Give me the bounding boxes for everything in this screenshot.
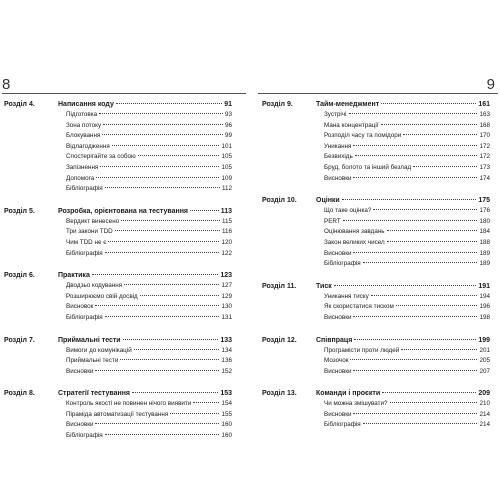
toc-entry-title: Команди і проєкти xyxy=(316,390,381,398)
toc-chapter xyxy=(262,336,490,378)
toc-entry-page: 96 xyxy=(224,121,232,129)
toc-entry xyxy=(58,238,232,249)
toc-entry xyxy=(316,292,490,303)
dot-leader xyxy=(132,392,218,393)
toc-entry-page: 101 xyxy=(221,142,232,150)
toc-entry xyxy=(316,142,490,153)
toc-entry xyxy=(316,410,490,421)
toc-entry-title: Три закони TDD xyxy=(66,228,113,236)
dot-leader xyxy=(355,155,478,156)
dot-leader xyxy=(353,177,477,178)
dot-leader xyxy=(123,339,219,340)
toc-entry xyxy=(316,313,490,324)
dot-leader xyxy=(381,103,476,104)
toc-entry xyxy=(316,367,490,378)
dot-leader xyxy=(95,305,219,306)
toc-entry-title: Практика xyxy=(58,272,90,280)
toc-entry xyxy=(316,227,490,238)
toc-chapter xyxy=(4,336,232,378)
chapter-body xyxy=(316,196,490,270)
toc-entry xyxy=(58,292,232,303)
chapter-label: Розділ 13. xyxy=(262,390,297,398)
toc-chapter xyxy=(4,389,232,441)
toc-entry xyxy=(58,121,232,132)
chapter-label: Розділ 12. xyxy=(262,336,297,344)
dot-leader xyxy=(100,166,219,167)
toc-entry-title: Бібліографія xyxy=(324,421,361,429)
toc-entry-title: Допомога xyxy=(66,174,95,182)
toc-entry-title: Закон великих чисел xyxy=(324,238,385,246)
toc-entry-title: Приймальні тести xyxy=(66,357,119,365)
toc-entry-page: 168 xyxy=(479,121,490,129)
toc-entry-page: 210 xyxy=(479,400,490,408)
toc-entry xyxy=(58,227,232,238)
toc-entry-page: 122 xyxy=(221,249,232,257)
dot-leader xyxy=(387,241,478,242)
toc-entry-page: 134 xyxy=(221,346,232,354)
toc-entry-page: 198 xyxy=(479,313,490,321)
dot-leader xyxy=(105,434,220,435)
chapter-label: Розділ 6. xyxy=(4,272,35,280)
toc-entry-title: Оцінки xyxy=(316,197,340,205)
dot-leader xyxy=(403,134,477,135)
toc-entry-title: Бібліографія xyxy=(324,260,361,268)
toc-entry xyxy=(316,399,490,410)
chapter-heading xyxy=(316,336,490,346)
dot-leader xyxy=(138,155,220,156)
toc-entry xyxy=(316,131,490,142)
toc-chapter xyxy=(262,282,490,324)
chapter-label: Розділ 9. xyxy=(262,101,293,108)
toc-entry-page: 201 xyxy=(479,346,490,354)
toc-entry-title: Безвихідь xyxy=(324,153,353,161)
toc-entry-title: Бібліографія xyxy=(66,249,103,257)
toc-entry-page: 188 xyxy=(479,238,490,246)
toc-entry xyxy=(316,346,490,357)
dot-leader xyxy=(373,209,477,210)
toc-entry-title: Тайм-менеджмент xyxy=(316,101,380,108)
toc-entry-page: 99 xyxy=(224,132,232,140)
toc-entry-page: 131 xyxy=(221,313,232,321)
toc-entry-page: 112 xyxy=(221,185,232,193)
toc-entry-page: 91 xyxy=(224,101,232,108)
chapter-body xyxy=(316,336,490,378)
dot-leader xyxy=(108,241,219,242)
dot-leader xyxy=(349,113,478,114)
toc-entry xyxy=(58,110,232,121)
toc-entry-page: 105 xyxy=(221,153,232,161)
chapter-heading xyxy=(58,207,232,217)
toc-entry-title: Чи можна змішувати? xyxy=(324,400,388,408)
toc-entry xyxy=(316,356,490,367)
dot-leader xyxy=(105,252,220,253)
toc-entry-page: 172 xyxy=(479,153,490,161)
toc-entry xyxy=(58,131,232,142)
toc-chapter xyxy=(4,207,232,259)
toc-entry-page: 189 xyxy=(479,249,490,257)
dot-leader xyxy=(353,252,477,253)
toc-entry-title: Зустрічі xyxy=(324,111,347,118)
toc-entry xyxy=(316,302,490,313)
toc-chapter xyxy=(262,196,490,270)
dot-leader xyxy=(381,124,478,125)
toc-entry-page: 184 xyxy=(479,228,490,236)
left-page-number: 8 xyxy=(2,76,11,93)
toc-entry-title: Мозочок xyxy=(324,357,349,365)
toc-entry-title: Висновки xyxy=(324,313,352,321)
toc-entry-title: Бруд, болото та інший безлад xyxy=(324,163,412,171)
toc-entry-title: Висновки xyxy=(324,410,352,418)
toc-entry-title: Розподіл часу та помідори xyxy=(324,132,402,140)
toc-entry xyxy=(58,302,232,313)
toc-entry-page: 109 xyxy=(221,174,232,182)
dot-leader xyxy=(353,145,477,146)
dot-leader xyxy=(120,359,219,360)
toc-entry-page: 130 xyxy=(221,303,232,311)
toc-entry xyxy=(316,163,490,174)
toc-entry-page: 172 xyxy=(479,142,490,150)
toc-entry-page: 93 xyxy=(224,111,232,118)
toc-entry-page: 174 xyxy=(479,174,490,182)
chapter-heading xyxy=(316,196,490,206)
toc-entry-title: Бібліографія xyxy=(66,185,103,193)
chapter-body xyxy=(58,271,232,323)
toc-entry-page: 113 xyxy=(220,207,232,215)
dot-leader xyxy=(140,295,220,296)
dot-leader xyxy=(363,262,478,263)
dot-leader xyxy=(350,359,477,360)
dot-leader xyxy=(190,210,219,211)
toc-entry-page: 160 xyxy=(221,421,232,429)
toc-entry-title: Відлагодження xyxy=(66,142,110,150)
dot-leader xyxy=(396,305,478,306)
toc-entry-title: Тиск xyxy=(316,282,332,290)
toc-entry-page: 191 xyxy=(478,282,490,290)
chapter-label: Розділ 11. xyxy=(262,282,297,290)
toc-entry xyxy=(58,217,232,228)
toc-entry-title: Висновки xyxy=(324,249,352,257)
toc-entry-page: 199 xyxy=(478,336,490,344)
toc-entry-title: Блокування xyxy=(66,132,101,140)
toc-entry-page: 160 xyxy=(221,432,232,440)
toc-entry xyxy=(316,259,490,270)
toc-entry xyxy=(58,410,232,421)
left-toc-column xyxy=(4,100,232,454)
chapter-body xyxy=(58,100,232,195)
toc-entry-page: 214 xyxy=(479,410,490,418)
toc-entry xyxy=(58,142,232,153)
toc-entry-title: Як скористатися тиском xyxy=(324,303,394,311)
toc-entry-title: Зона потоку xyxy=(66,121,102,129)
toc-entry-title: Дводзьо кодування xyxy=(66,282,123,290)
toc-entry-page: 205 xyxy=(479,357,490,365)
chapter-heading xyxy=(316,282,490,292)
toc-entry-title: Приймальні тести xyxy=(58,336,121,344)
toc-entry-title: Висновки xyxy=(66,367,94,375)
toc-entry-title: Розширюємо свій досвід xyxy=(66,292,138,300)
toc-entry-title: Уникання тиску xyxy=(324,292,369,300)
toc-entry xyxy=(58,367,232,378)
toc-entry-title: Бібліографія xyxy=(66,432,103,440)
chapter-body xyxy=(316,100,490,184)
toc-entry-title: Розробка, орієнтована на тестування xyxy=(58,207,189,215)
toc-entry xyxy=(316,174,490,185)
toc-entry xyxy=(58,184,232,195)
toc-entry-title: Висновки xyxy=(324,367,352,375)
chapter-heading xyxy=(58,271,232,281)
toc-entry-page: 136 xyxy=(221,357,232,365)
toc-entry-page: 170 xyxy=(479,132,490,140)
toc-entry-page: 123 xyxy=(220,272,232,280)
chapter-label: Розділ 7. xyxy=(4,336,35,344)
toc-entry xyxy=(58,152,232,163)
chapter-label: Розділ 10. xyxy=(262,197,297,205)
toc-entry-page: 120 xyxy=(221,238,232,246)
chapter-heading xyxy=(316,100,490,110)
dot-leader xyxy=(343,220,478,221)
dot-leader xyxy=(193,402,219,403)
toc-entry-title: Висновок xyxy=(66,303,94,311)
toc-entry-title: Стратегії тестування xyxy=(58,390,131,398)
toc-entry-title: Що таке оцінка? xyxy=(324,207,372,215)
toc-entry-page: 133 xyxy=(220,336,232,344)
toc-entry-page: 115 xyxy=(221,217,232,225)
toc-entry-title: Чим TDD не є xyxy=(66,238,107,246)
right-header-rule xyxy=(258,93,498,94)
toc-entry xyxy=(58,174,232,185)
toc-entry-page: 207 xyxy=(479,367,490,375)
dot-leader xyxy=(102,134,223,135)
toc-chapter xyxy=(4,271,232,323)
toc-entry-page: 116 xyxy=(221,228,232,236)
dot-leader xyxy=(134,349,220,350)
toc-entry xyxy=(58,346,232,357)
toc-chapter xyxy=(262,389,490,431)
toc-entry-title: Оцінювання завдань xyxy=(324,228,385,236)
chapter-heading xyxy=(316,389,490,399)
chapter-heading xyxy=(58,389,232,399)
toc-entry xyxy=(58,431,232,442)
dot-leader xyxy=(99,113,223,114)
dot-leader xyxy=(124,284,219,285)
toc-entry-page: 173 xyxy=(479,163,490,171)
chapter-label: Розділ 4. xyxy=(4,101,35,108)
toc-entry xyxy=(316,238,490,249)
dot-leader xyxy=(353,413,477,414)
chapter-heading xyxy=(58,100,232,110)
toc-entry xyxy=(58,163,232,174)
toc-entry xyxy=(58,420,232,431)
chapter-body xyxy=(316,389,490,431)
toc-entry-page: 214 xyxy=(479,421,490,429)
chapter-body xyxy=(58,207,232,259)
toc-entry-title: Написання коду xyxy=(58,101,114,108)
toc-entry-page: 127 xyxy=(221,282,232,290)
toc-entry-page: 161 xyxy=(478,101,490,108)
toc-entry xyxy=(58,249,232,260)
toc-entry xyxy=(316,152,490,163)
chapter-body xyxy=(316,282,490,324)
dot-leader xyxy=(354,339,476,340)
toc-entry-page: 196 xyxy=(479,303,490,311)
toc-entry xyxy=(316,420,490,431)
toc-entry xyxy=(58,356,232,367)
dot-leader xyxy=(96,177,219,178)
dot-leader xyxy=(103,124,223,125)
dot-leader xyxy=(334,285,477,286)
toc-entry-title: Бібліографія xyxy=(66,313,103,321)
dot-leader xyxy=(371,295,478,296)
chapter-label: Розділ 5. xyxy=(4,207,35,215)
toc-entry-page: 152 xyxy=(221,367,232,375)
dot-leader xyxy=(342,199,477,200)
toc-entry-title: Висновки xyxy=(324,174,352,182)
toc-entry-page: 176 xyxy=(479,207,490,215)
toc-entry-page: 163 xyxy=(479,111,490,118)
toc-entry-title: Програмісти проти людей xyxy=(324,346,400,354)
toc-entry-title: Контроль якості не повинен нічого виявити xyxy=(66,400,192,408)
chapter-heading xyxy=(58,336,232,346)
toc-entry-title: Мана концентрації xyxy=(324,121,379,129)
dot-leader xyxy=(387,230,478,231)
left-header-rule xyxy=(2,93,246,94)
dot-leader xyxy=(115,230,220,231)
toc-entry xyxy=(316,206,490,217)
chapter-label: Розділ 8. xyxy=(4,390,35,398)
toc-entry-title: Вердикт винесено xyxy=(66,217,120,225)
dot-leader xyxy=(353,370,477,371)
dot-leader xyxy=(95,370,219,371)
toc-entry-title: Спостерігайте за собою xyxy=(66,153,136,161)
dot-leader xyxy=(363,423,478,424)
toc-entry xyxy=(58,281,232,292)
toc-entry xyxy=(58,313,232,324)
toc-entry-page: 153 xyxy=(220,390,232,398)
toc-entry-page: 189 xyxy=(479,260,490,268)
dot-leader xyxy=(95,423,219,424)
toc-entry xyxy=(316,249,490,260)
toc-chapter xyxy=(4,100,232,195)
dot-leader xyxy=(105,187,220,188)
toc-entry-title: Піраміда автоматизації тестування xyxy=(66,410,169,418)
chapter-body xyxy=(58,336,232,378)
toc-entry-page: 194 xyxy=(479,292,490,300)
dot-leader xyxy=(390,402,478,403)
toc-entry-title: Уникання xyxy=(324,142,352,150)
chapter-body xyxy=(58,389,232,441)
toc-entry-title: Запізнення xyxy=(66,163,99,171)
dot-leader xyxy=(382,392,476,393)
toc-entry-page: 105 xyxy=(221,163,232,171)
toc-entry-title: Співпраця xyxy=(316,336,353,344)
toc-entry xyxy=(316,217,490,228)
dot-leader xyxy=(121,220,220,221)
toc-entry-page: 154 xyxy=(221,400,232,408)
toc-entry-title: Підготовка xyxy=(66,111,98,118)
dot-leader xyxy=(92,274,218,275)
dot-leader xyxy=(116,103,222,104)
toc-entry-title: Вимоги до комунікацій xyxy=(66,346,132,354)
dot-leader xyxy=(170,413,219,414)
dot-leader xyxy=(413,166,477,167)
toc-entry-page: 209 xyxy=(478,390,490,398)
dot-leader xyxy=(112,145,220,146)
dot-leader xyxy=(353,316,477,317)
toc-entry-title: PERT xyxy=(324,217,341,225)
right-toc-column xyxy=(262,100,490,443)
right-page-number: 9 xyxy=(486,76,495,93)
dot-leader xyxy=(401,349,477,350)
toc-entry xyxy=(316,121,490,132)
toc-entry-page: 129 xyxy=(221,292,232,300)
toc-entry xyxy=(58,399,232,410)
toc-entry-page: 175 xyxy=(478,197,490,205)
dot-leader xyxy=(105,316,220,317)
toc-entry xyxy=(316,110,490,121)
toc-entry-page: 155 xyxy=(221,410,232,418)
toc-entry-title: Висновки xyxy=(66,421,94,429)
toc-entry-page: 180 xyxy=(479,217,490,225)
toc-chapter xyxy=(262,100,490,184)
